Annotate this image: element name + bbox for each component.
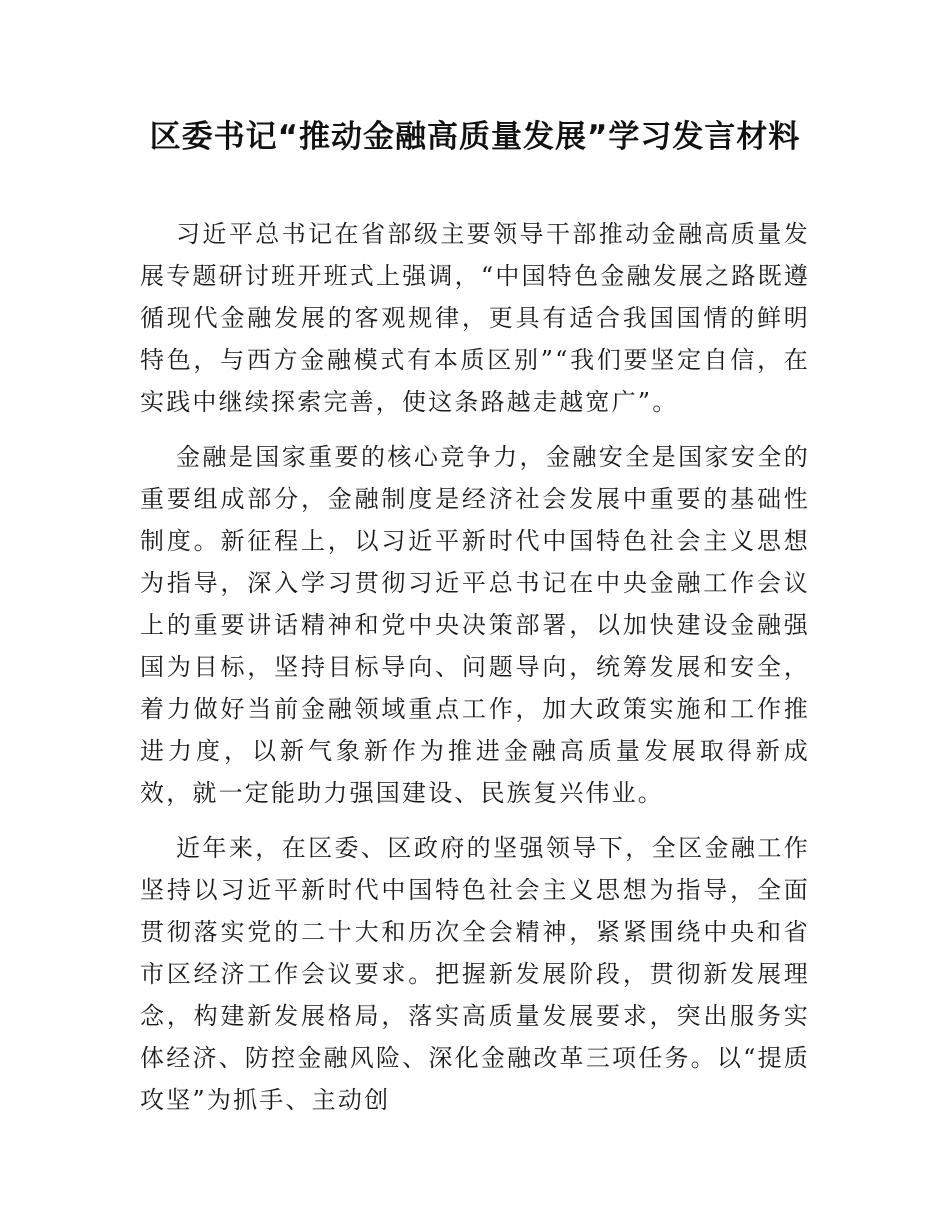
paragraph-2: 金融是国家重要的核心竞争力，金融安全是国家安全的重要组成部分，金融制度是经济社会发展中重要的基础性制度。新征程上，以习近平新时代中国特色社会主义思想为指导，深入学习贯彻习近平总书记在中央金融工作会议上的重要讲话精神和党中央决策部署，以加快建设金融强国为目标，坚持目标导向、问题导向，统筹发展和安全，着力做好当前金融领域重点工作，加大政策实施和工作推进力度，以新气象新作为推进金融高质量发展取得新成效，就一定能助力强国建设、民族复兴伟业。 bbox=[140, 443, 810, 807]
paragraph-3: 近年来，在区委、区政府的坚强领导下，全区金融工作坚持以习近平新时代中国特色社会主义思想为指导，全面贯彻落实党的二十大和历次全会精神，紧紧围绕中央和省市区经济工作会议要求。把握新发展阶段，贯彻新发展理念，构建新发展格局，落实高质量发展要求，突出服务实体经济、防控金融风险、深化金融改革三项任务。以“提质攻坚”为抓手、主动创 bbox=[140, 834, 810, 1114]
document-title: 区委书记“推动金融高质量发展”学习发言材料 bbox=[149, 119, 801, 155]
document-body bbox=[140, 213, 810, 1134]
paragraph-1: 习近平总书记在省部级主要领导干部推动金融高质量发展专题研讨班开班式上强调，“中国特色金融发展之路既遵循现代金融发展的客观规律，更具有适合我国国情的鲜明特色，与西方金融模式有本质区别”“我们要坚定自信，在实践中继续探索完善，使这条路越走越宽广”。 bbox=[140, 220, 810, 416]
